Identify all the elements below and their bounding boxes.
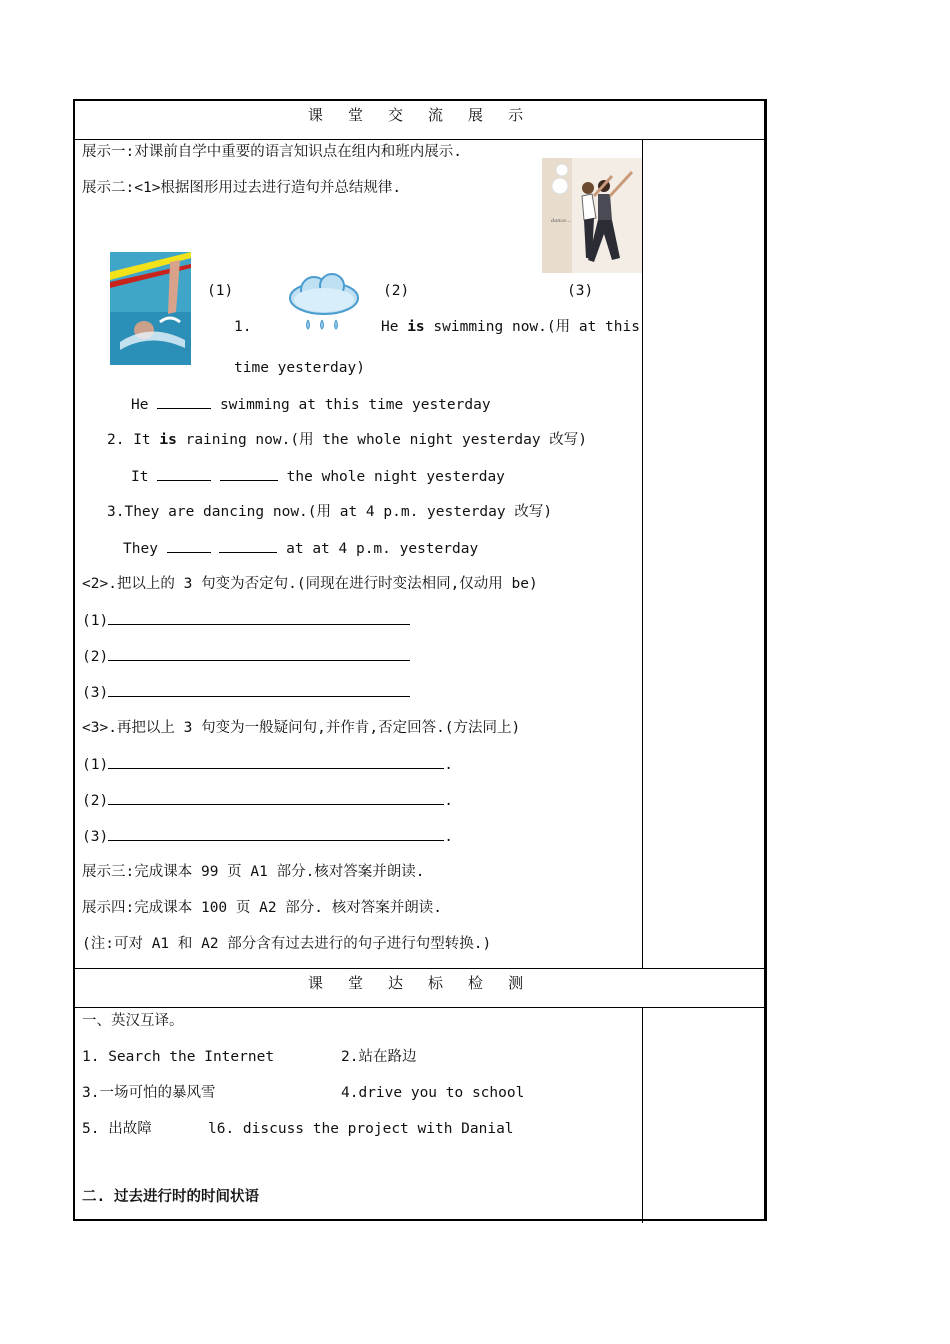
blank-field[interactable]	[167, 538, 211, 553]
blank-field[interactable]	[108, 790, 444, 805]
blank-field[interactable]	[108, 610, 410, 625]
blank-field[interactable]	[108, 826, 444, 841]
part-3-line-2: (2) .	[82, 790, 453, 811]
translation-item-2: 2.站在路边	[341, 1049, 417, 1065]
part-2-instruction: <2>.把以上的 3 句变为否定句.(同现在进行时变法相同,仅动用 be)	[82, 576, 538, 592]
figure-label-1: (1)	[207, 283, 234, 299]
part-3-line-3: (3) .	[82, 826, 453, 847]
rain-cloud-image	[286, 270, 362, 336]
part-2-line-3: (3)	[82, 682, 410, 703]
column-divider	[642, 1007, 643, 1223]
answer-3-line: They at at 4 p.m. yesterday	[123, 538, 478, 559]
translation-item-3: 3.一场可怕的暴风雪	[82, 1085, 216, 1101]
question-2-text: 2. It is raining now.(用 the whole night yesterday 改写)	[107, 432, 588, 448]
translation-item-6: l6. discuss the project with Danial	[208, 1121, 514, 1137]
answer-1-line: He swimming at this time yesterday	[131, 394, 491, 415]
part-3-instruction: <3>.再把以上 3 句变为一般疑问句,并作肯,否定回答.(方法同上)	[82, 720, 521, 736]
translation-title: 一、英汉互译。	[82, 1013, 184, 1029]
translation-item-1: 1. Search the Internet	[82, 1049, 275, 1065]
note-text: (注:可对 A1 和 A2 部分含有过去进行的句子进行句型转换.)	[82, 936, 492, 952]
blank-field[interactable]	[108, 754, 444, 769]
show-four-text: 展示四:完成课本 100 页 A2 部分. 核对答案并朗读.	[82, 900, 442, 916]
question-1-number: 1.	[234, 319, 252, 335]
figure-label-3: (3)	[567, 283, 594, 299]
dancing-couple-image	[542, 158, 642, 273]
section-header-exchange: 课 堂 交 流 展 示	[75, 101, 764, 140]
show-two-text: 展示二:<1>根据图形用过去进行造句并总结规律.	[82, 180, 402, 196]
blank-field[interactable]	[220, 466, 278, 481]
translation-item-5: 5. 出故障	[82, 1121, 152, 1137]
blank-field[interactable]	[157, 394, 211, 409]
question-3-text: 3.They are dancing now.(用 at 4 p.m. yesterday 改写)	[107, 504, 553, 520]
dance-caption: dance...	[551, 218, 571, 224]
part-2-line-1: (1)	[82, 610, 410, 631]
question-1-continued: time yesterday)	[234, 360, 365, 376]
blank-field[interactable]	[108, 682, 410, 697]
blank-field[interactable]	[108, 646, 410, 661]
question-1-text: He is swimming now.(用 at this	[381, 319, 640, 335]
column-divider	[642, 140, 643, 969]
blank-field[interactable]	[157, 466, 211, 481]
part-3-line-1: (1) .	[82, 754, 453, 775]
section-header-test: 课 堂 达 标 检 测	[75, 968, 764, 1008]
blank-field[interactable]	[219, 538, 277, 553]
show-one-text: 展示一:对课前自学中重要的语言知识点在组内和班内展示.	[82, 144, 462, 160]
translation-item-4: 4.drive you to school	[341, 1085, 525, 1101]
show-three-text: 展示三:完成课本 99 页 A1 部分.核对答案并朗读.	[82, 864, 425, 880]
swimmer-image	[110, 252, 191, 365]
figure-label-2: (2)	[383, 283, 410, 299]
time-adverbial-title: 二. 过去进行时的时间状语	[82, 1189, 259, 1205]
answer-2-line: It the whole night yesterday	[131, 466, 505, 487]
part-2-line-2: (2)	[82, 646, 410, 667]
